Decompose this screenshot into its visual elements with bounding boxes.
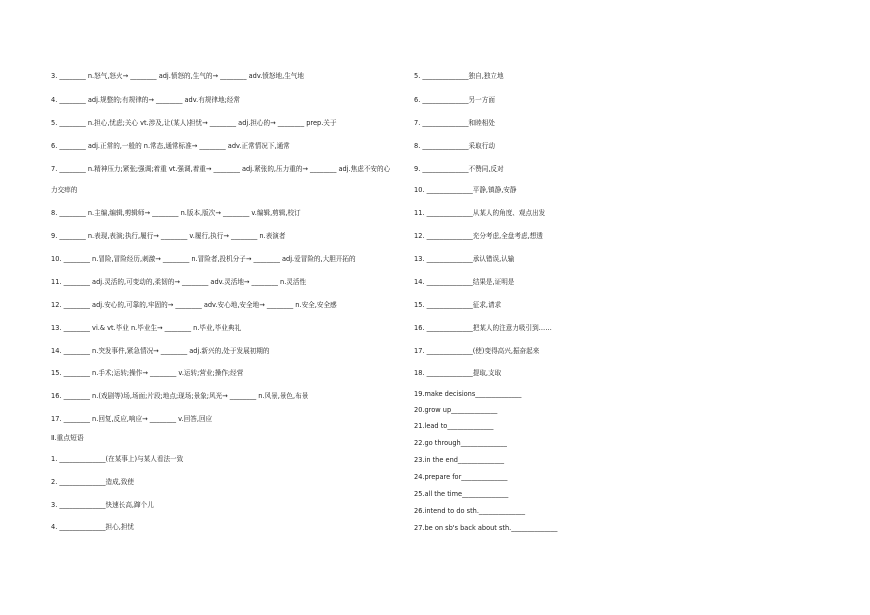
phrase-item: 4. ______________担心,担忧 — [51, 523, 135, 531]
vocab-item-continuation: 力交瘁的 — [51, 186, 78, 194]
phrase-item: 14. ______________结果是,证明是 — [414, 278, 515, 286]
phrase-item: 11. ______________从某人的角度、观点出发 — [414, 209, 546, 217]
english-phrase-item: 19.make decisions______________ — [414, 390, 522, 398]
phrase-item: 9. ______________不赞同,反对 — [414, 165, 504, 173]
vocab-item: 16. ________ n.(戏剧等)场,场面;片段;地点;现场;景象;风光→ ________ n.风景,景色,布景 — [51, 392, 309, 400]
vocab-item: 3. ________ n.怒气,怒火→ ________ adj.愤怒的,生气的→ ________ adv.愤怒地,生气地 — [51, 72, 304, 80]
vocab-item: 5. ________ n.担心,忧虑;关心 vt.涉及,让(某人)担忧→ ________ adj.担心的→ ________ prep.关于 — [51, 119, 337, 127]
vocab-item: 17. ________ n.回复,反应,响应→ ________ v.回答,回应 — [51, 415, 213, 423]
english-phrase-item: 26.intend to do sth.______________ — [414, 507, 526, 515]
phrase-item: 16. ______________把某人的注意力吸引到…… — [414, 324, 552, 332]
section-title: Ⅱ.重点短语 — [51, 434, 84, 442]
english-phrase-item: 20.grow up______________ — [414, 406, 498, 414]
vocab-item: 4. ________ adj.规整的;有规律的→ ________ adv.有规律地;经常 — [51, 96, 240, 104]
phrase-item: 17. ______________(使)变得高兴,振奋起来 — [414, 347, 540, 355]
phrase-item: 13. ______________承认错误,认输 — [414, 255, 515, 263]
phrase-item: 8. ______________采取行动 — [414, 142, 495, 150]
vocab-item: 10. ________ n.冒险,冒险经历,刺激→ ________ n.冒险者,投机分子→ ________ adj.爱冒险的,大胆开拓的 — [51, 255, 356, 263]
english-phrase-item: 21.lead to______________ — [414, 422, 494, 430]
vocab-item: 14. ________ n.突发事件,紧急情况→ ________ adj.新兴的,处于发展初期的 — [51, 347, 270, 355]
phrase-item: 6. ______________另一方面 — [414, 96, 495, 104]
vocab-item: 12. ________ adj.安心的,可靠的,牢固的→ ________ adv.安心地,安全地→ ________ n.安全,安全感 — [51, 301, 337, 309]
vocab-item: 7. ________ n.精神压力;紧张;强调;着重 vt.强调,着重→ ________ adj.紧张的,压力重的→ ________ adj.焦虑不安的心 — [51, 165, 391, 173]
phrase-item: 15. ______________征求,请求 — [414, 301, 502, 309]
english-phrase-item: 24.prepare for______________ — [414, 473, 508, 481]
phrase-item: 12. ______________充分考虑,全盘考虑,想透 — [414, 232, 543, 240]
vocab-item: 13. ________ vi.& vt.毕业 n.毕业生→ ________ n.毕业,毕业典礼 — [51, 324, 242, 332]
english-phrase-item: 27.be on sb's back about sth.______________ — [414, 524, 558, 532]
vocab-item: 9. ________ n.表现,表演;执行,履行→ ________ v.履行,执行→ ________ n.表演者 — [51, 232, 286, 240]
english-phrase-item: 22.go through______________ — [414, 439, 507, 447]
phrase-item: 3. ______________快速长高,蹿个儿 — [51, 501, 154, 509]
vocab-item: 11. ________ adj.灵活的,可变动的,柔韧的→ ________ adv.灵活地→ ________ n.灵活性 — [51, 278, 307, 286]
vocab-item: 6. ________ adj.正常的,一般的 n.常态,通常标准→ ________ adv.正常情况下,通常 — [51, 142, 290, 150]
phrase-item: 7. ______________和睦相处 — [414, 119, 495, 127]
phrase-item: 1. ______________(在某事上)与某人看法一致 — [51, 455, 184, 463]
english-phrase-item: 25.all the time______________ — [414, 490, 509, 498]
english-phrase-item: 23.in the end______________ — [414, 456, 505, 464]
vocab-item: 8. ________ n.主编,编辑,剪辑师→ ________ n.版本,版次→ ________ v.编辑,剪辑,校订 — [51, 209, 301, 217]
phrase-item: 5. ______________独自,独立地 — [414, 72, 504, 80]
phrase-item: 18. ______________提取,支取 — [414, 369, 502, 377]
phrase-item: 2. ______________造成,致使 — [51, 478, 135, 486]
vocab-item: 15. ________ n.手术;运转;操作→ ________ v.运转;营业;操作;经营 — [51, 369, 244, 377]
phrase-item: 10. ______________平静,镇静,安静 — [414, 186, 517, 194]
